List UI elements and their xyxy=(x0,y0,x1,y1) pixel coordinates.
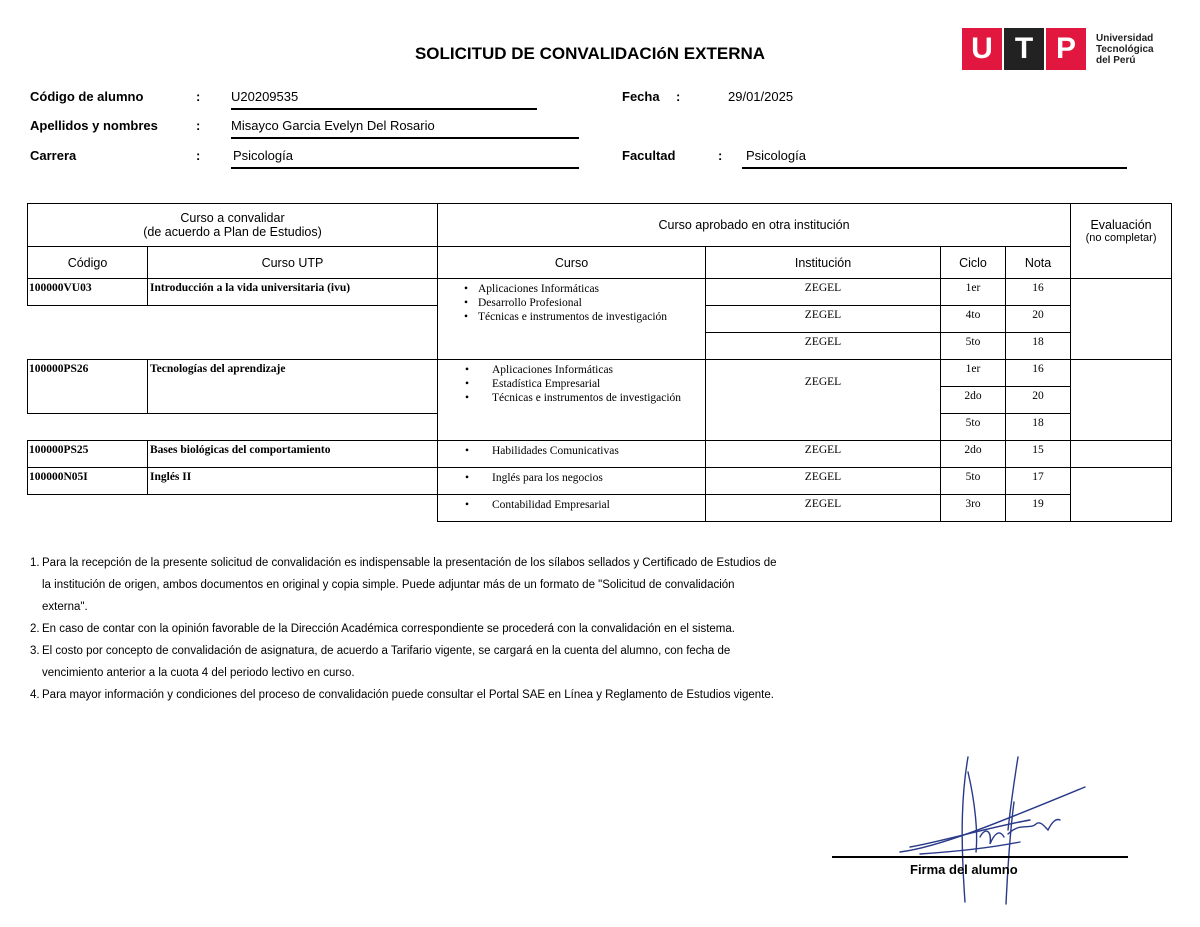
ciclo: 5to xyxy=(941,414,1006,441)
col-codigo: Código xyxy=(28,247,148,279)
other-courses xyxy=(438,279,706,360)
colon: : xyxy=(718,148,723,163)
table-row xyxy=(28,441,1172,468)
signature-label: Firma del alumno xyxy=(910,862,1018,877)
logo-letter-t: T xyxy=(1004,28,1044,70)
col-nota: Nota xyxy=(1006,247,1071,279)
course-code: 100000N05I xyxy=(28,468,148,495)
note-2: 2. En caso de contar con la opinión favorable de la Dirección Académica correspondiente se procederá con la convalidación en el sistema. xyxy=(30,623,735,635)
ciclo: 5to xyxy=(941,333,1006,360)
empty-cell xyxy=(28,414,438,441)
nota: 17 xyxy=(1006,468,1071,495)
carrera-underline xyxy=(231,167,579,169)
course-code: 100000PS26 xyxy=(28,360,148,414)
col-curso-utp: Curso UTP xyxy=(148,247,438,279)
codigo-underline xyxy=(231,108,537,110)
institucion: ZEGEL xyxy=(706,360,941,441)
logo-letter-u: U xyxy=(962,28,1002,70)
carrera-label: Carrera xyxy=(30,148,77,163)
course-utp: Inglés II xyxy=(148,468,438,495)
evaluacion-cell xyxy=(1071,279,1172,360)
note-1: 1. Para la recepción de la presente solicitud de convalidación es indispensable la presentación de los sílabos sellados y Certificado de Estudios de la institución de origen, ambos documentos en original y copia simple. Puede adjuntar más de un formato de "Solicitud de convalidación externa". xyxy=(30,557,777,613)
list-item: • Técnicas e instrumentos de investigación xyxy=(492,391,705,405)
ciclo: 3ro xyxy=(941,495,1006,522)
course-code: 100000PS25 xyxy=(28,441,148,468)
nota: 18 xyxy=(1006,414,1071,441)
nota: 20 xyxy=(1006,387,1071,414)
institucion: ZEGEL xyxy=(706,279,941,306)
fecha-label: Fecha xyxy=(622,89,660,104)
handwritten-signature xyxy=(880,752,1120,907)
signature-line xyxy=(832,856,1128,858)
list-item: • Inglés para los negocios xyxy=(492,471,705,485)
ciclo: 5to xyxy=(941,468,1006,495)
institucion: ZEGEL xyxy=(706,468,941,495)
header-curso-aprobado: Curso aprobado en otra institución xyxy=(438,204,1071,247)
institucion: ZEGEL xyxy=(706,306,941,333)
ciclo: 2do xyxy=(941,387,1006,414)
empty-cell xyxy=(28,495,438,522)
logo-letter-p: P xyxy=(1046,28,1086,70)
list-item: • Estadística Empresarial xyxy=(492,377,705,391)
col-institucion: Institución xyxy=(706,247,941,279)
apellidos-label: Apellidos y nombres xyxy=(30,118,158,133)
evaluacion-cell xyxy=(1071,468,1172,522)
institucion: ZEGEL xyxy=(706,495,941,522)
note-3: 3. El costo por concepto de convalidación de asignatura, de acuerdo a Tarifario vigente, se cargará en la cuenta del alumno, con fecha de vencimiento anterior a la cuota 4 del periodo lectivo en curso. xyxy=(30,645,731,679)
empty-cell xyxy=(28,306,438,360)
nota: 16 xyxy=(1006,279,1071,306)
list-item: • Habilidades Comunicativas xyxy=(492,444,705,458)
utp-logo xyxy=(962,27,1154,71)
list-item: • Aplicaciones Informáticas xyxy=(478,282,705,296)
table-row xyxy=(28,495,1172,522)
nota: 20 xyxy=(1006,306,1071,333)
header-evaluacion: Evaluación (no completar) xyxy=(1071,204,1172,279)
ciclo: 1er xyxy=(941,279,1006,306)
nota: 16 xyxy=(1006,360,1071,387)
nota: 19 xyxy=(1006,495,1071,522)
note-4: 4. Para mayor información y condiciones del proceso de convalidación puede consultar el Portal SAE en Línea y Reglamento de Estudios vigente. xyxy=(30,689,774,701)
colon: : xyxy=(196,148,201,163)
header-curso-convalidar: Curso a convalidar (de acuerdo a Plan de Estudios) xyxy=(28,204,438,247)
facultad-underline xyxy=(742,167,1127,169)
col-ciclo: Ciclo xyxy=(941,247,1006,279)
apellidos-underline xyxy=(231,137,579,139)
list-item: • Contabilidad Empresarial xyxy=(492,498,705,512)
institucion: ZEGEL xyxy=(706,441,941,468)
other-courses xyxy=(438,495,706,522)
apellidos-value: Misayco Garcia Evelyn Del Rosario xyxy=(231,118,435,133)
list-item: • Desarrollo Profesional xyxy=(478,296,705,310)
table-row xyxy=(28,360,1172,387)
carrera-value: Psicología xyxy=(233,148,293,163)
evaluacion-cell xyxy=(1071,360,1172,441)
other-courses xyxy=(438,360,706,441)
institucion: ZEGEL xyxy=(706,333,941,360)
document-title: SOLICITUD DE CONVALIDACIóN EXTERNA xyxy=(414,44,766,63)
ciclo: 1er xyxy=(941,360,1006,387)
logo-university-name: Universidad Tecnológica del Perú xyxy=(1096,32,1154,66)
course-code: 100000VU03 xyxy=(28,279,148,306)
list-item: • Aplicaciones Informáticas xyxy=(492,363,705,377)
convalidation-table xyxy=(27,203,1172,522)
evaluacion-cell xyxy=(1071,441,1172,468)
facultad-value: Psicología xyxy=(746,148,806,163)
course-utp: Introducción a la vida universitaria (ivu) xyxy=(148,279,438,306)
table-row xyxy=(28,279,1172,306)
course-utp: Tecnologías del aprendizaje xyxy=(148,360,438,414)
colon: : xyxy=(196,89,201,104)
table-row xyxy=(28,468,1172,495)
ciclo: 4to xyxy=(941,306,1006,333)
list-item: • Técnicas e instrumentos de investigación xyxy=(478,310,705,324)
notes-list xyxy=(30,552,930,706)
colon: : xyxy=(676,89,681,104)
facultad-label: Facultad xyxy=(622,148,676,163)
fecha-value: 29/01/2025 xyxy=(728,89,794,104)
nota: 15 xyxy=(1006,441,1071,468)
col-curso: Curso xyxy=(438,247,706,279)
course-utp: Bases biológicas del comportamiento xyxy=(148,441,438,468)
ciclo: 2do xyxy=(941,441,1006,468)
nota: 18 xyxy=(1006,333,1071,360)
colon: : xyxy=(196,118,201,133)
codigo-label: Código de alumno xyxy=(30,89,144,104)
codigo-value: U20209535 xyxy=(231,89,299,104)
other-courses xyxy=(438,441,706,468)
other-courses xyxy=(438,468,706,495)
